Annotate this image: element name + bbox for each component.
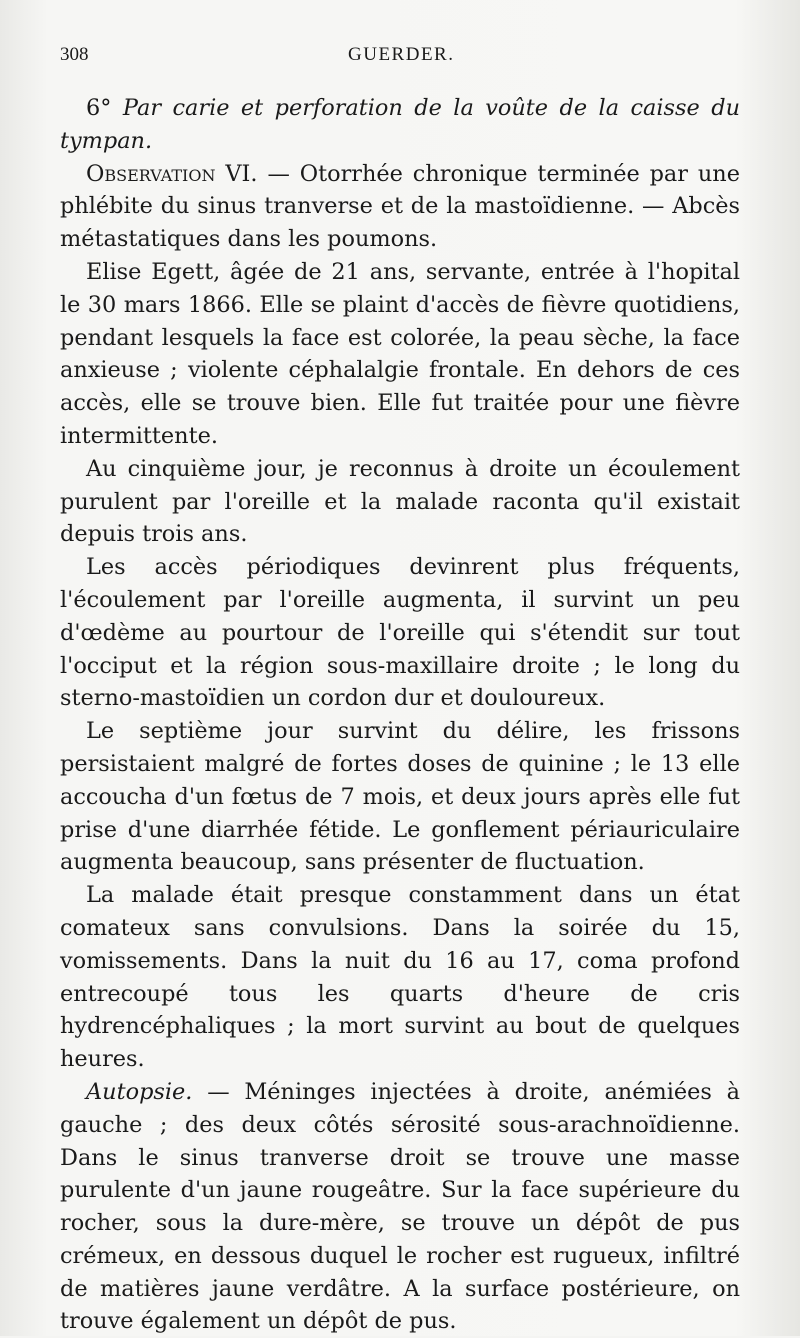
- observation-title: — Otorrhée chronique terminée par une phlébite du sinus tranverse et de la mastoïdienne. — Abcès métastatiques dans les poumons.: [60, 160, 740, 253]
- observation-label: Observation VI.: [86, 160, 258, 187]
- section-heading-number: 6°: [86, 95, 112, 121]
- page-body: [60, 92, 740, 1338]
- paragraph: Elise Egett, âgée de 21 ans, servante, entrée à l'hopital le 30 mars 1866. Elle se plaint d'accès de fièvre quotidiens, pendant lesquels la face est colorée, la peau sèche, la face anxieuse ; violente céphalalgie frontale. En dehors de ces accès, elle se trouve bien. Elle fut traitée pour une fièvre intermittente.: [60, 258, 740, 449]
- paragraph: Les accès périodiques devinrent plus fréquents, l'écoulement par l'oreille augmenta, il survint un peu d'œdème au pourtour de l'oreille qui s'étendit sur tout l'occiput et la région sous-maxillaire droite ; le long du sterno-mastoïdien un cordon dur et douloureux.: [60, 554, 740, 712]
- paragraph: Le septième jour survint du délire, les frissons persistaient malgré de fortes doses de quinine ; le 13 elle accoucha d'un fœtus de 7 mois, et deux jours après elle fut prise d'une diarrhée fétide. Le gonflement périauriculaire augmenta beaucoup, sans présenter de fluctuation.: [60, 718, 740, 876]
- autopsy-label: Autopsie.: [86, 1078, 193, 1105]
- section-heading: [60, 92, 740, 158]
- page-header: [60, 44, 740, 74]
- autopsy-paragraph: [60, 1076, 740, 1338]
- section-heading-text: Par carie et perforation de la voûte de la caisse du tympan.: [60, 95, 740, 154]
- running-head: GUERDER.: [348, 44, 455, 65]
- paragraph: La malade était presque constamment dans un état comateux sans convulsions. Dans la soirée du 15, vomissements. Dans la nuit du 16 au 17, coma profond entrecoupé tous les quarts d'heure de cris hydrencéphaliques ; la mort survint au bout de quelques heures.: [60, 882, 740, 1073]
- autopsy-text: — Méninges injectées à droite, anémiées à gauche ; des deux côtés sérosité sous-arachnoïdienne. Dans le sinus tranverse droit se trouve une masse purulente d'un jaune rougeâtre. Sur la face supérieure du rocher, sous la dure-mère, se trouve un dépôt de pus crémeux, en dessous duquel le rocher est rugueux, infiltré de matières jaune verdâtre. A la surface postérieure, on trouve également un dépôt de pus.: [60, 1078, 740, 1335]
- page-number: 308: [60, 44, 89, 65]
- observation-heading: [60, 158, 740, 256]
- paragraph: Au cinquième jour, je reconnus à droite un écoulement purulent par l'oreille et la malade raconta qu'il existait depuis trois ans.: [60, 455, 740, 548]
